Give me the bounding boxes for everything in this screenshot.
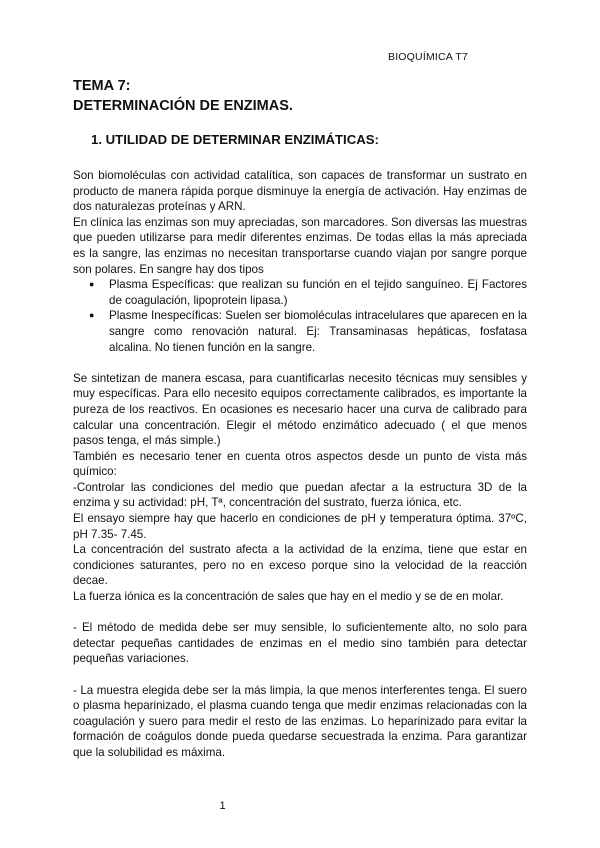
title-line-2: DETERMINACIÓN DE ENZIMAS. (73, 98, 293, 114)
list-item (89, 277, 527, 308)
paragraph-9: - El método de medida debe ser muy sensible, lo suficientemente alto, no solo para detectar pequeñas cantidades de enzimas en el medio sino también para detectar pequeñas variaciones. (73, 621, 527, 666)
bullet-text: Plasme Inespecíficas: Suelen ser biomoléculas intracelulares que aparecen en la sangre como renovación natural. Ej: Transaminasas hepáticas, fosfatasa alcalina. No tienen función en la sangre. (109, 309, 527, 354)
bullet-list (73, 277, 527, 355)
bullet-icon: ● (89, 279, 95, 290)
page-title (73, 76, 293, 116)
paragraph-6: El ensayo siempre hay que hacerlo en condiciones de pH y temperatura óptima. 37ºC, pH 7.35- 7.45. (73, 512, 527, 541)
document-body (73, 168, 527, 761)
paragraph-8: La fuerza iónica es la concentración de sales que hay en el medio y se de en molar. (73, 590, 504, 604)
section-heading: 1. UTILIDAD DE DETERMINAR ENZIMÁTICAS: (91, 132, 379, 147)
paragraph-7: La concentración del sustrato afecta a la actividad de la enzima, tiene que estar en condiciones saturantes, pero no en exceso porque sino la velocidad de la reacción decae. (73, 543, 527, 588)
paragraph-4: También es necesario tener en cuenta otros aspectos desde un punto de vista más químico: (73, 449, 527, 479)
paragraph-2: En clínica las enzimas son muy apreciadas, son marcadores. Son diversas las muestras que pueden utilizarse para medir diferentes enzimas. De todas ellas la más apreciada es la sangre, las enzimas no necesitan transportarse cuando viajan por sangre porque son polares. En sangre hay dos tipos (73, 215, 527, 276)
paragraph-1: Son biomoléculas con actividad catalítica, son capaces de transformar un sustrato en producto de manera rápida porque disminuye la energía de activación. Hay enzimas de dos naturalezas proteínas y ARN. (73, 169, 527, 214)
spacer (73, 667, 527, 683)
page-number: 1 (219, 800, 226, 812)
paragraph-3: Se sintetizan de manera escasa, para cuantificarlas necesito técnicas muy sensibles y muy específicas. Para ello necesito equipos correctamente calibrados, es importante la pureza de los reactivos. En ocasiones es necesario hacer una curva de calibrado para calcular una concentración. Elegir el método enzimático adecuado ( el que menos pasos tenga, el más simple.) (73, 371, 527, 448)
bullet-text: Plasma Específicas: que realizan su función en el tejido sanguíneo. Ej Factores de coagulación, lipoprotein lipasa.) (109, 278, 527, 307)
spacer (73, 355, 527, 371)
bullet-icon: ● (89, 310, 95, 321)
paragraph-10: - La muestra elegida debe ser la más limpia, la que menos interferentes tenga. El suero o plasma heparinizado, el plasma cuando tenga que medir enzimas relacionadas con la coagulación y suero para medir el resto de las enzimas. Lo heparinizado para evitar la formación de coágulos donde pueda quedarse secuestrada la enzima. Para garantizar que la solubilidad es máxima. (73, 683, 527, 759)
spacer (73, 605, 527, 621)
list-item (89, 308, 527, 355)
paragraph-5: -Controlar las condiciones del medio que puedan afectar a la estructura 3D de la enzima y su actividad: pH, Tª, concentración del sustrato, fuerza iónica, etc. (73, 480, 527, 510)
title-line-1: TEMA 7: (73, 78, 131, 94)
document-header: BIOQUÍMICA T7 (387, 51, 468, 63)
